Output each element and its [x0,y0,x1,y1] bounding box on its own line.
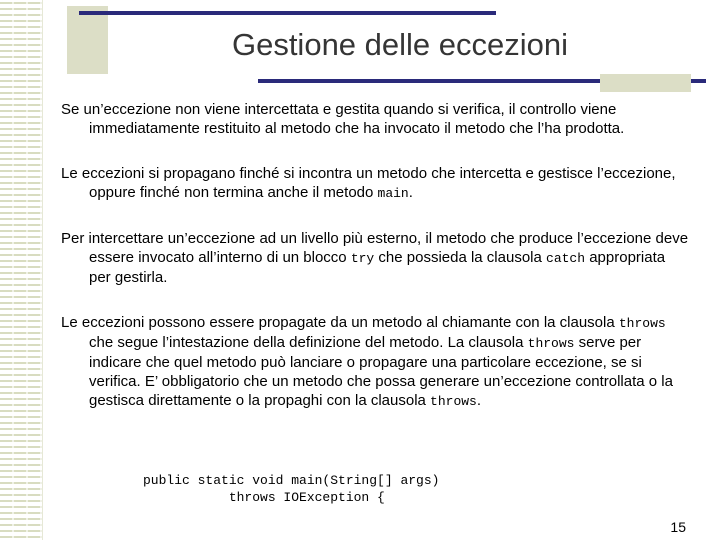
inline-code: throws [618,316,666,331]
paragraph-text: . [408,184,413,201]
inline-code: main [377,186,409,201]
paragraph-text: serve per indicare che quel metodo può lanciare o propagare una particolare eccezione, se si verifica. E’ obbligatorio che un metodo che possa generare un’eccezione controllata o la gestisca direttamente o la propaghi con la clausola [89,334,673,409]
title-square-decoration [67,6,108,74]
left-stripe-decoration [0,0,43,540]
paragraph-text: Per intercettare un’eccezione ad un livello più esterno, il metodo che produce l’eccezione deve essere invocato all’interno di un blocco [61,230,689,266]
slide-body [61,100,689,437]
code-block [143,472,439,506]
paragraph-text: Le eccezioni si propagano finché si incontra un metodo che intercetta e gestisce l’eccezione, oppure finché non termina anche il metodo [61,165,676,201]
inline-code: throws [527,336,575,351]
slide-title: Gestione delle eccezioni [231,27,569,62]
code-line-1: public static void main(String[] args) [143,473,440,488]
title-right-block-decoration [600,74,691,92]
paragraph-text: che possieda la clausola [374,249,547,266]
page-number: 15 [670,519,686,535]
inline-code: try [350,251,375,266]
inline-code: catch [546,251,586,266]
paragraph-text: che segue l’intestazione della definizione del metodo. La clausola [89,334,528,351]
paragraph-text: Le eccezioni possono essere propagate da un metodo al chiamante con la clausola [61,314,619,331]
inline-code: throws [430,394,477,409]
paragraph-text: Se un’eccezione non viene intercettata e gestita quando si verifica, il controllo viene immediatamente restituito al metodo che ha invocato il metodo che l’ha prodotta. [61,101,625,137]
title-top-rule [79,11,496,15]
paragraph-3 [61,229,689,287]
paragraph-text: appropriata per gestirla. [89,249,666,286]
paragraph-text: . [476,392,482,409]
paragraph-4 [61,313,689,411]
paragraph-1 [61,100,689,138]
paragraph-2 [61,164,689,203]
code-line-2: throws IOException { [143,490,385,505]
